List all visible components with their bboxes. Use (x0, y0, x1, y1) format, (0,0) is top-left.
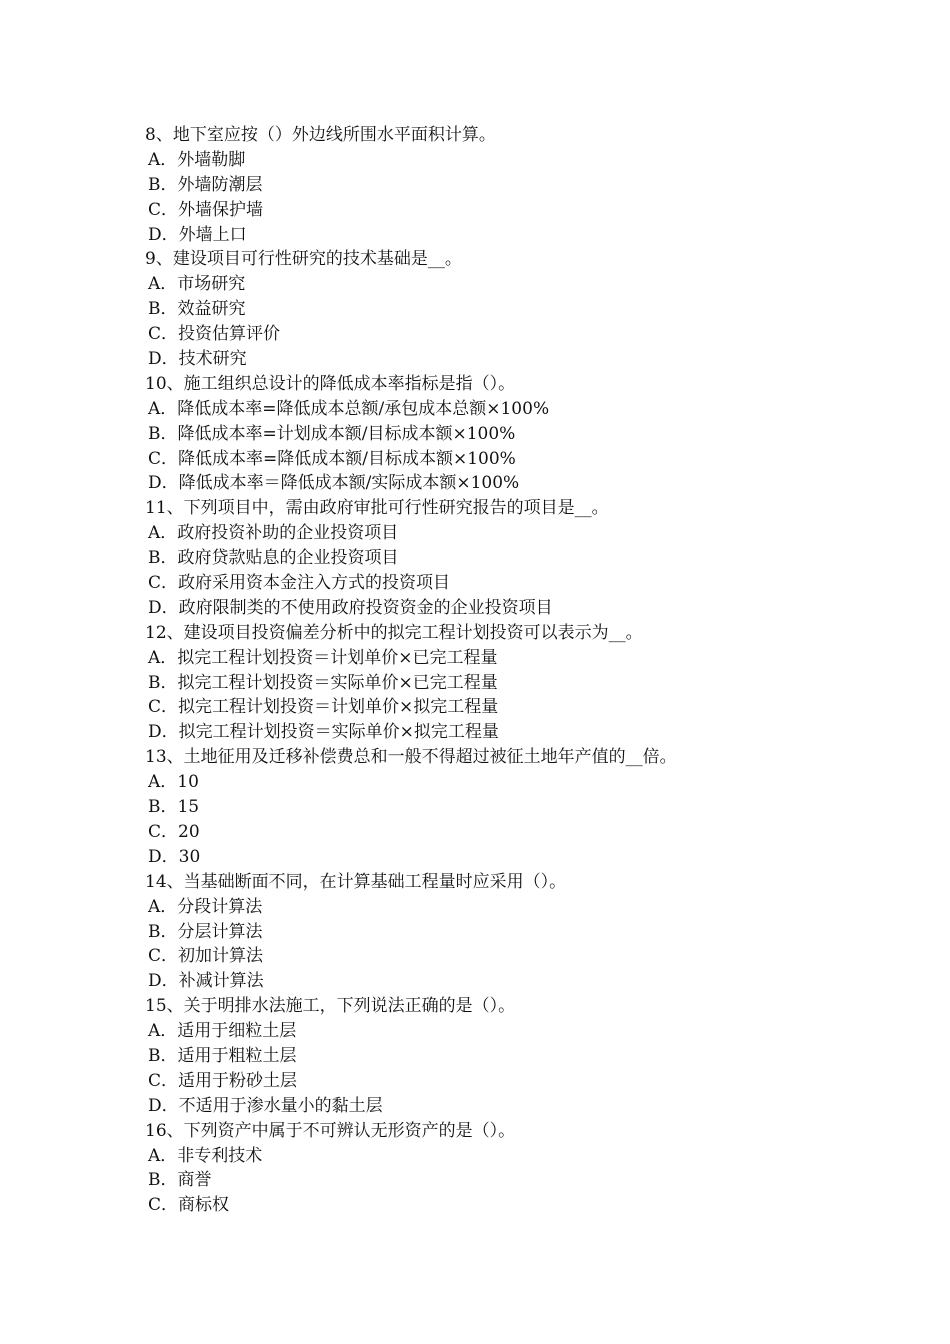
question-text: 11、下列项目中，需由政府审批可行性研究报告的项目是__。 (145, 498, 609, 519)
option-a: A．政府投资补助的企业投资项目 (148, 523, 399, 544)
option-c: C．政府采用资本金注入方式的投资项目 (148, 573, 451, 594)
question-text: 10、施工组织总设计的降低成本率指标是指（）。 (145, 373, 516, 394)
option-b: B．适用于粗粒土层 (148, 1045, 297, 1066)
option-a: A．拟完工程计划投资＝计划单价×已完工程量 (148, 647, 498, 668)
option-b: B．15 (148, 797, 200, 818)
option-c: C．适用于粉砂土层 (148, 1070, 298, 1091)
question-text: 12、建设项目投资偏差分析中的拟完工程计划投资可以表示为__。 (145, 622, 643, 643)
question-text: 15、关于明排水法施工，下列说法正确的是（）。 (145, 996, 516, 1017)
option-c: C．外墙保护墙 (148, 199, 264, 220)
option-b: B．政府贷款贴息的企业投资项目 (148, 548, 399, 569)
option-b: B．拟完工程计划投资＝实际单价×已完工程量 (148, 672, 498, 693)
question-text: 9、建设项目可行性研究的技术基础是__。 (145, 249, 462, 270)
option-c: C．初加计算法 (148, 946, 264, 967)
option-d: D．不适用于渗水量小的黏土层 (148, 1095, 383, 1116)
option-c: C．商标权 (148, 1195, 230, 1216)
option-c: C．投资估算评价 (148, 324, 281, 345)
option-c: C．20 (148, 821, 200, 842)
option-a: A．市场研究 (148, 274, 246, 295)
option-d: D．降低成本率＝降低成本额/实际成本额×100% (148, 473, 520, 494)
option-d: D．补减计算法 (148, 971, 264, 992)
option-b: B．分层计算法 (148, 921, 263, 942)
option-a: A．10 (148, 772, 199, 793)
option-b: B．商誉 (148, 1170, 212, 1191)
option-d: D．技术研究 (148, 349, 247, 370)
option-a: A．非专利技术 (148, 1145, 263, 1166)
option-a: A．适用于细粒土层 (148, 1021, 297, 1042)
option-b: B．效益研究 (148, 299, 246, 320)
option-a: A．分段计算法 (148, 896, 263, 917)
option-d: D．拟完工程计划投资＝实际单价×拟完工程量 (148, 722, 499, 743)
option-a: A．降低成本率=降低成本总额/承包成本总额×100% (148, 398, 550, 419)
option-d: D．30 (148, 846, 201, 867)
question-text: 16、下列资产中属于不可辨认无形资产的是（）。 (145, 1120, 516, 1141)
question-text: 14、当基础断面不同，在计算基础工程量时应采用（）。 (145, 871, 567, 892)
option-a: A．外墙勒脚 (148, 149, 246, 170)
option-b: B．降低成本率=计划成本额/目标成本额×100% (148, 423, 516, 444)
option-d: D．外墙上口 (148, 224, 247, 245)
question-text: 13、土地征用及迁移补偿费总和一般不得超过被征土地年产值的__倍。 (145, 747, 677, 768)
option-c: C．拟完工程计划投资＝计划单价×拟完工程量 (148, 697, 499, 718)
question-text: 8、地下室应按（）外边线所围水平面积计算。 (145, 125, 496, 145)
option-b: B．外墙防潮层 (148, 174, 263, 195)
question-list (145, 123, 865, 1218)
option-c: C．降低成本率=降低成本额/目标成本额×100% (148, 448, 516, 469)
option-d: D．政府限制类的不使用政府投资资金的企业投资项目 (148, 597, 553, 618)
